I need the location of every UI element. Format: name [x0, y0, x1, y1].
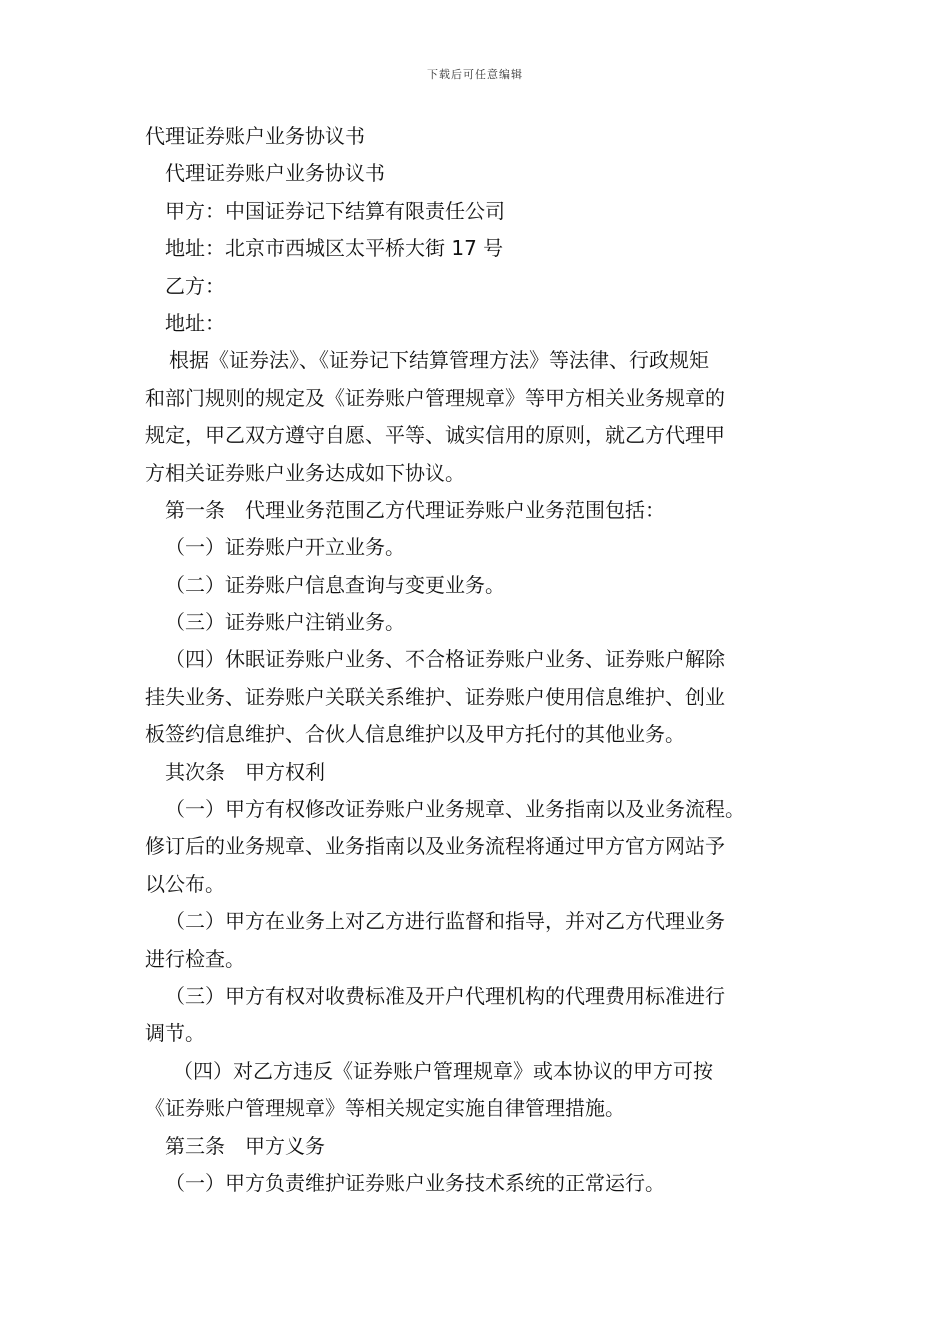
article-heading: 第一条 代理业务范围乙方代理证券账户业务范围包括： [165, 497, 665, 522]
paragraph-line: 规定，甲乙双方遵守自愿、平等、诚实信用的原则，就乙方代理甲 [145, 423, 725, 448]
party-b-address-line: 地址： [165, 310, 225, 335]
article-heading: 其次条 甲方权利 [165, 759, 325, 784]
clause-line: （四）对乙方违反《证券账户管理规章》或本协议的甲方可按 [173, 1058, 713, 1083]
article-heading: 第三条 甲方义务 [165, 1133, 325, 1158]
doc-title: 代理证券账户业务协议书 [145, 124, 365, 148]
clause-line: （二）甲方在业务上对乙方进行监督和指导，并对乙方代理业务 [165, 909, 725, 934]
clause-line: （二）证券账户信息查询与变更业务。 [165, 572, 505, 597]
clause-line: 以公布。 [145, 871, 225, 896]
clause-line: （一）甲方负责维护证券账户业务技术系统的正常运行。 [165, 1170, 665, 1195]
party-b-line: 乙方： [165, 273, 225, 298]
page-header-note: 下载后可任意编辑 [427, 68, 523, 81]
clause-line: 修订后的业务规章、业务指南以及业务流程将通过甲方官方网站予 [145, 834, 725, 859]
clause-line: 调节。 [145, 1021, 205, 1046]
clause-line: 进行检查。 [145, 946, 245, 971]
clause-line: （三）证券账户注销业务。 [165, 610, 405, 635]
clause-line: 《证券账户管理规章》等相关规定实施自律管理措施。 [145, 1096, 625, 1121]
clause-line: （一）证券账户开立业务。 [165, 535, 405, 560]
clause-line: （三）甲方有权对收费标准及开户代理机构的代理费用标准进行 [165, 983, 725, 1008]
document-body [145, 118, 810, 1202]
paragraph-line: 方相关证券账户业务达成如下协议。 [145, 460, 465, 485]
clause-line: 挂失业务、证券账户关联关系维护、证券账户使用信息维护、创业 [145, 684, 725, 709]
clause-line: 板签约信息维护、合伙人信息维护以及甲方托付的其他业务。 [145, 722, 685, 747]
doc-subtitle: 代理证券账户业务协议书 [165, 161, 385, 186]
paragraph-line: 和部门规则的规定及《证券账户管理规章》等甲方相关业务规章的 [145, 385, 725, 410]
clause-line: （四）休眠证券账户业务、不合格证券账户业务、证券账户解除 [165, 647, 725, 672]
party-a-line: 甲方：中国证券记下结算有限责任公司 [165, 198, 505, 223]
clause-line: （一）甲方有权修改证券账户业务规章、业务指南以及业务流程。 [165, 797, 745, 822]
paragraph-line: 根据《证券法》、《证券记下结算管理方法》等法律、行政规矩 [169, 348, 709, 373]
party-a-address-line: 地址：北京市西城区太平桥大街 17 号 [165, 236, 504, 261]
